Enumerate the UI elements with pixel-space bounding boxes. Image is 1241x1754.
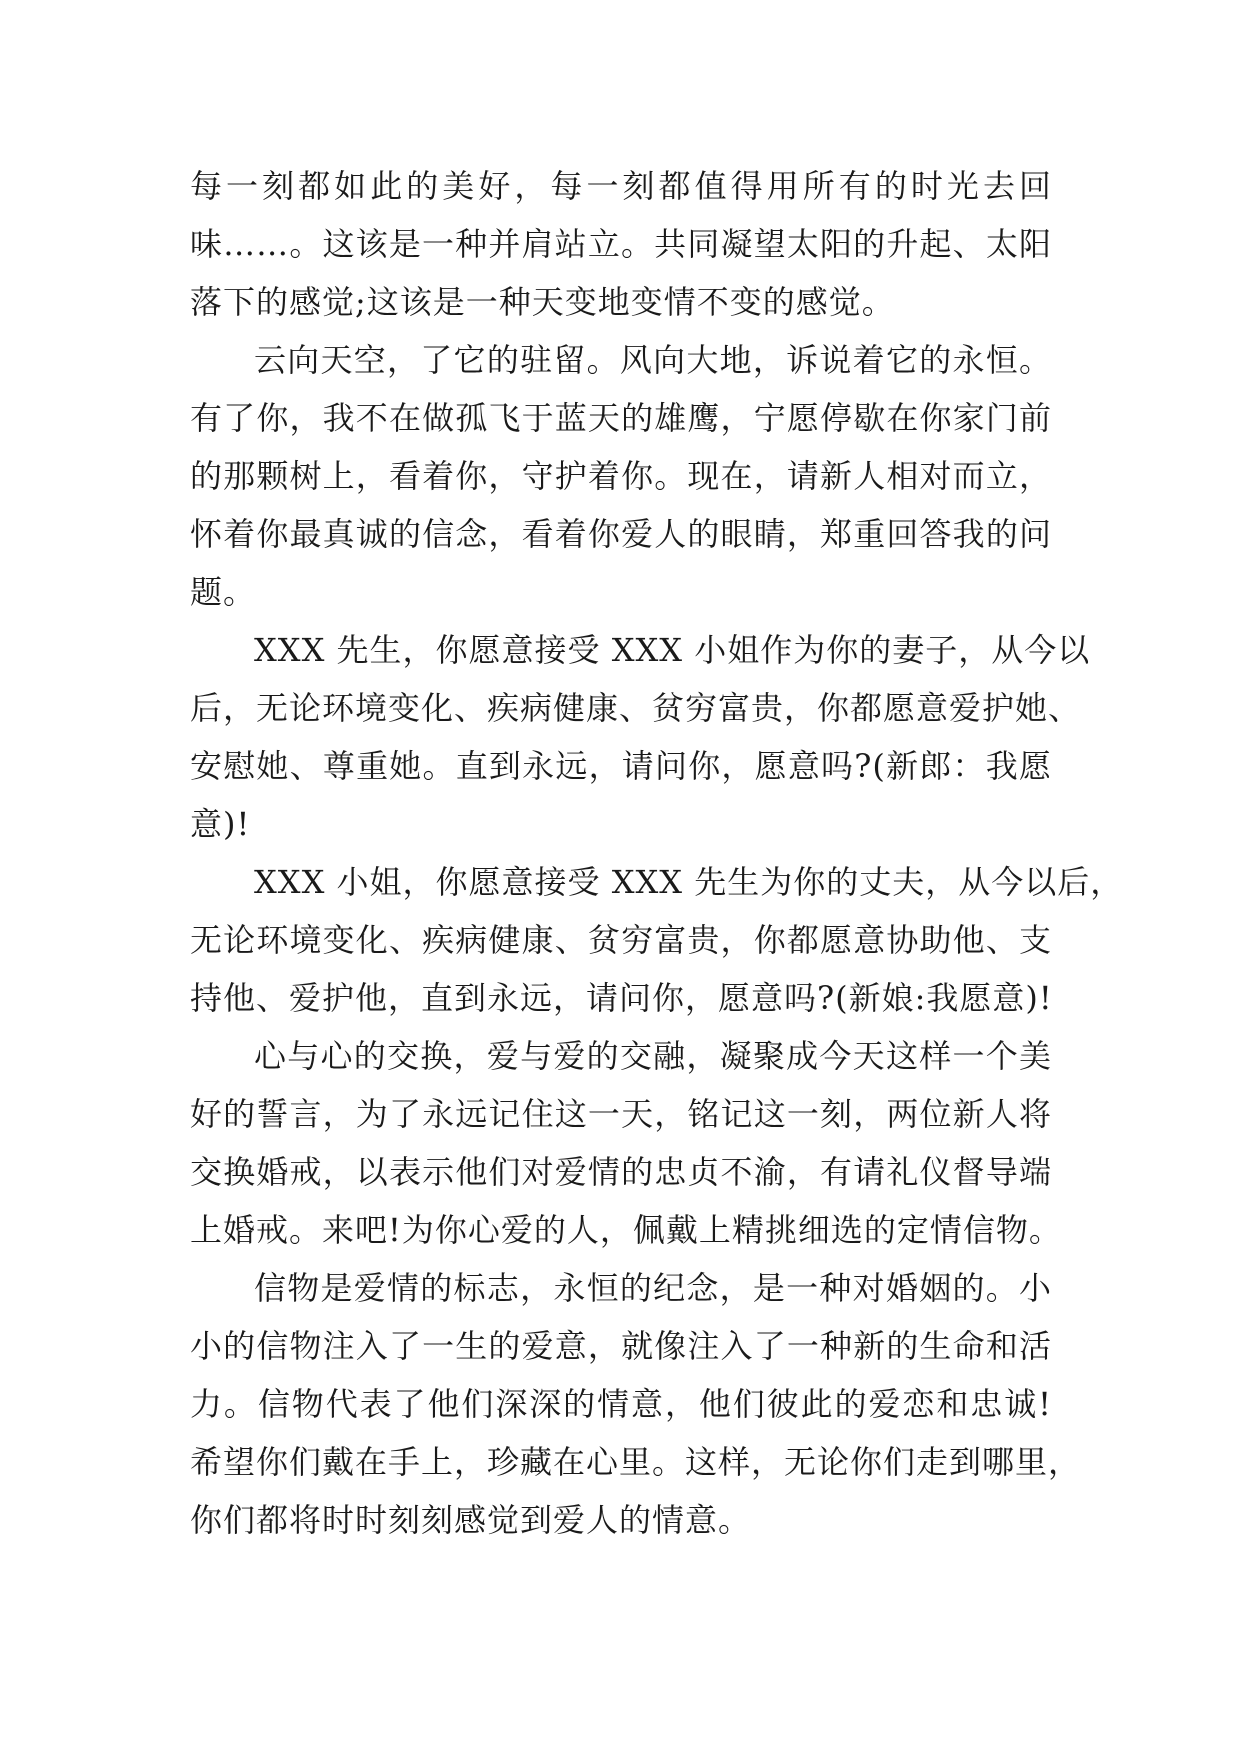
paragraph-line: 上婚戒。来吧!为你心爱的人，佩戴上精挑细选的定情信物。	[190, 1211, 1062, 1249]
paragraph-line: 云向天空，了它的驻留。风向大地，诉说着它的永恒。	[254, 341, 1052, 379]
paragraph-line: 你们都将时时刻刻感觉到爱人的情意。	[190, 1501, 752, 1539]
paragraph-line: 持他、爱护他，直到永远，请问你，愿意吗?(新娘:我愿意)!	[190, 979, 1053, 1017]
paragraph-line: 有了你，我不在做孤飞于蓝天的雄鹰，宁愿停歇在你家门前	[190, 399, 1052, 437]
paragraph-line: 每一刻都如此的美好，每一刻都值得用所有的时光去回	[190, 167, 1052, 205]
paragraph-line: 后，无论环境变化、疾病健康、贫穷富贵，你都愿意爱护她、	[190, 689, 1082, 727]
paragraph	[190, 1259, 1082, 1549]
paragraph-line: 题。	[190, 573, 257, 611]
paragraph-line: 怀着你最真诚的信念，看着你爱人的眼睛，郑重回答我的问	[190, 515, 1052, 553]
paragraph-line: 交换婚戒，以表示他们对爱情的忠贞不渝，有请礼仪督导端	[190, 1153, 1052, 1191]
paragraph-line: 好的誓言，为了永远记住这一天，铭记这一刻，两位新人将	[190, 1095, 1052, 1133]
paragraph-line: 希望你们戴在手上，珍藏在心里。这样，无论你们走到哪里，	[190, 1443, 1082, 1481]
paragraph-line: 心与心的交换，爱与爱的交融，凝聚成今天这样一个美	[254, 1037, 1052, 1075]
document-body	[190, 157, 1124, 1549]
paragraph-line: XXX 先生，你愿意接受 XXX 小姐作为你的妻子，从今以	[254, 631, 1091, 669]
paragraph-line: 信物是爱情的标志，永恒的纪念，是一种对婚姻的。小	[254, 1269, 1052, 1307]
paragraph-line: XXX 小姐，你愿意接受 XXX 先生为你的丈夫，从今以后，	[254, 863, 1124, 901]
paragraph-line: 的那颗树上，看着你，守护着你。现在，请新人相对而立，	[190, 457, 1052, 495]
paragraph	[190, 853, 1124, 1027]
paragraph-line: 意)!	[190, 805, 251, 843]
paragraph-line: 小的信物注入了一生的爱意，就像注入了一种新的生命和活	[190, 1327, 1052, 1365]
paragraph-line: 落下的感觉;这该是一种天变地变情不变的感觉。	[190, 283, 895, 321]
paragraph	[190, 1027, 1062, 1259]
paragraph-line: 安慰她、尊重她。直到永远，请问你，愿意吗?(新郎：我愿	[190, 747, 1052, 785]
paragraph	[190, 157, 1052, 331]
paragraph	[190, 621, 1091, 853]
paragraph-line: 无论环境变化、疾病健康、贫穷富贵，你都愿意协助他、支	[190, 921, 1052, 959]
paragraph-line: 力。信物代表了他们深深的情意，他们彼此的爱恋和忠诚!	[190, 1385, 1052, 1423]
paragraph	[190, 331, 1052, 621]
paragraph-line: 味……。这该是一种并肩站立。共同凝望太阳的升起、太阳	[190, 225, 1052, 263]
